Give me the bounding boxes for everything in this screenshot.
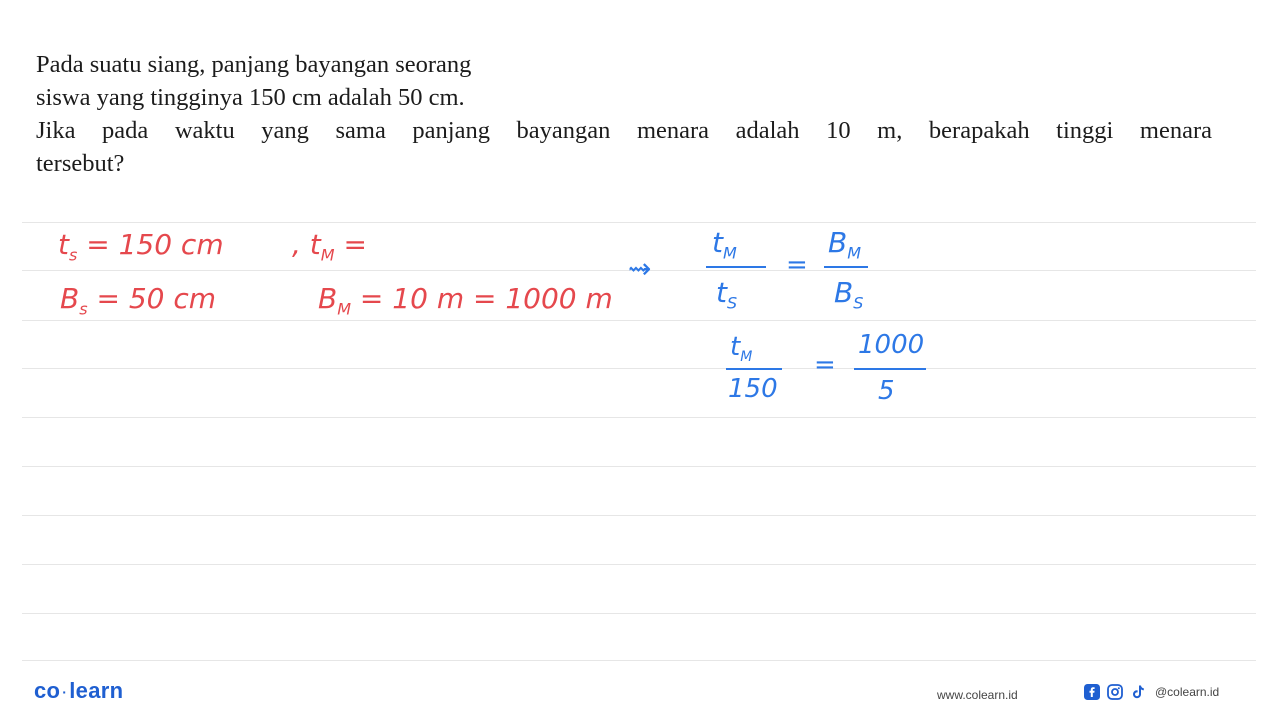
- hw-text: B: [318, 282, 338, 315]
- hw-subscript: s: [68, 245, 78, 265]
- fraction-bar: [854, 368, 926, 370]
- hw-subscript: S: [726, 293, 738, 313]
- hw-subscript: M: [320, 245, 335, 265]
- equals-sign: =: [786, 250, 808, 280]
- hw-text: t: [58, 228, 69, 261]
- instagram-icon[interactable]: [1107, 684, 1123, 700]
- logo-text: learn: [69, 678, 124, 703]
- question-line-4: tersebut?: [36, 150, 125, 177]
- hw-text: B: [834, 276, 854, 309]
- footer: [0, 668, 1280, 720]
- tiktok-icon[interactable]: [1130, 684, 1146, 700]
- hw-text: t: [730, 332, 741, 362]
- hw-subscript: M: [740, 349, 753, 366]
- fraction-2-numerator: [828, 226, 861, 263]
- ruled-line: [22, 515, 1256, 516]
- hw-text: t: [712, 226, 723, 259]
- ruled-line: [22, 564, 1256, 565]
- ruled-lines: [22, 0, 1256, 720]
- ruled-line: [22, 660, 1256, 661]
- fraction-bar: [706, 266, 766, 268]
- hw-subscript: S: [853, 293, 864, 313]
- hw-text: , t: [292, 228, 321, 261]
- facebook-icon[interactable]: [1084, 684, 1100, 700]
- website-link[interactable]: www.colearn.id: [937, 688, 1018, 702]
- equals-sign: =: [814, 350, 836, 380]
- hw-text: B: [828, 226, 848, 259]
- fraction-4-numerator: 1000: [858, 330, 925, 360]
- arrow-icon: ⇝: [628, 252, 652, 285]
- fraction-1-numerator: [712, 226, 737, 263]
- question-line-2: siswa yang tingginya 150 cm adalah 50 cm.: [36, 84, 465, 111]
- tower-height-note: [292, 228, 367, 265]
- colearn-logo[interactable]: [34, 678, 123, 704]
- hw-subscript: M: [722, 243, 737, 263]
- student-shadow-note: [60, 282, 216, 319]
- fraction-3-denominator: 150: [728, 374, 778, 404]
- ruled-line: [22, 417, 1256, 418]
- hw-text: =: [334, 228, 367, 261]
- fraction-3-numerator: [730, 332, 752, 365]
- fraction-1-denominator: [716, 276, 737, 313]
- tower-shadow-note: [318, 282, 613, 319]
- ruled-line: [22, 613, 1256, 614]
- hw-text: = 50 cm: [87, 282, 217, 315]
- hw-subscript: s: [79, 299, 88, 319]
- question-line-3: Jika pada waktu yang sama panjang bayangan menara adalah 10 m, berapakah tinggi menara: [36, 117, 1212, 144]
- fraction-bar: [824, 266, 868, 268]
- social-handle[interactable]: @colearn.id: [1155, 685, 1220, 699]
- logo-dot: ·: [62, 684, 68, 701]
- student-height-note: [58, 228, 224, 265]
- hw-subscript: M: [847, 243, 862, 263]
- ruled-line: [22, 368, 1256, 369]
- hw-text: = 10 m = 1000 m: [351, 282, 613, 315]
- hw-text: B: [60, 282, 80, 315]
- question-line-1: Pada suatu siang, panjang bayangan seorang: [36, 51, 472, 78]
- social-links: [1084, 684, 1219, 700]
- fraction-bar: [726, 368, 782, 370]
- fraction-2-denominator: [834, 276, 863, 313]
- ruled-line: [22, 222, 1256, 223]
- hw-text: = 150 cm: [77, 228, 224, 261]
- hw-text: t: [716, 276, 727, 309]
- hw-subscript: M: [337, 299, 352, 319]
- ruled-line: [22, 320, 1256, 321]
- logo-text: co: [34, 678, 61, 703]
- fraction-4-denominator: 5: [878, 376, 895, 406]
- ruled-line: [22, 466, 1256, 467]
